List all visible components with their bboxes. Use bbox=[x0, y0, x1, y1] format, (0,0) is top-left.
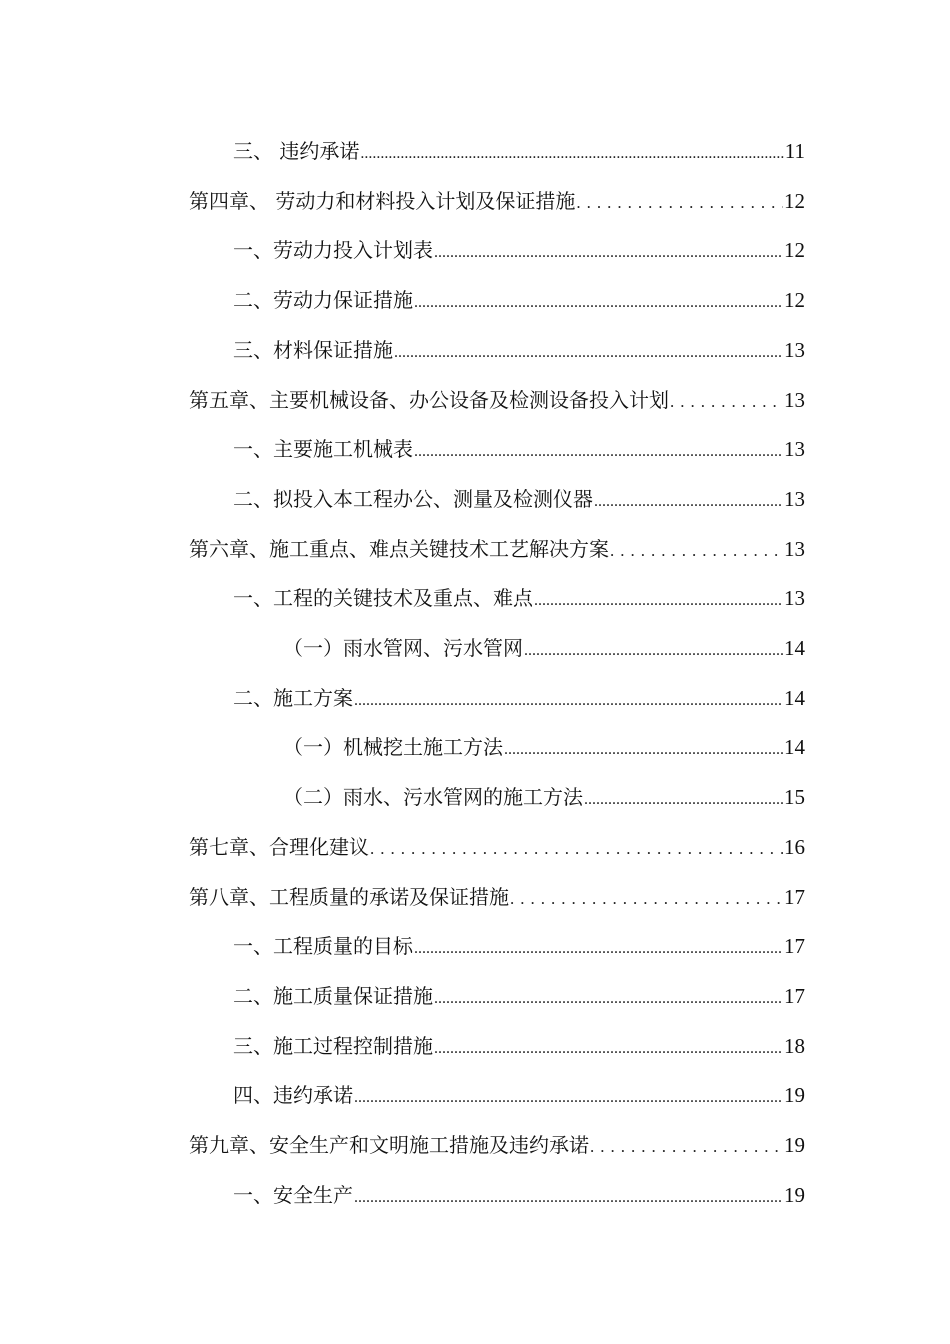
toc-page-number: 13 bbox=[784, 387, 805, 412]
toc-page-number: 13 bbox=[784, 486, 805, 511]
toc-entry-title: 第九章、安全生产和文明施工措施及违约承诺 bbox=[189, 1133, 589, 1157]
toc-entry-title: 三、材料保证措施 bbox=[233, 337, 393, 362]
toc-dot-leader bbox=[354, 1083, 783, 1113]
toc-dot-leader bbox=[594, 487, 783, 517]
toc-entry-title: （一）雨水管网、污水管网 bbox=[283, 636, 523, 660]
toc-dot-leader bbox=[610, 536, 783, 566]
toc-chapter-entry[interactable] bbox=[189, 1130, 805, 1160]
toc-entry-title: 第六章、施工重点、难点关键技术工艺解决方案 bbox=[189, 536, 609, 561]
toc-entry-title: 第四章、 劳动力和材料投入计划及保证措施 bbox=[189, 188, 576, 213]
toc-entry-title: 三、施工过程控制措施 bbox=[233, 1033, 433, 1058]
toc-page-number: 12 bbox=[784, 188, 805, 213]
toc-dot-leader bbox=[510, 884, 783, 914]
toc-entry-title: 一、主要施工机械表 bbox=[233, 437, 413, 462]
toc-page-number: 14 bbox=[784, 636, 805, 660]
toc-page-number: 12 bbox=[784, 288, 805, 313]
toc-entry-title: 一、安全生产 bbox=[233, 1182, 353, 1207]
toc-page-number: 19 bbox=[784, 1182, 805, 1207]
toc-entry-title: （二）雨水、污水管网的施工方法 bbox=[283, 785, 583, 810]
toc-section-entry[interactable] bbox=[283, 782, 805, 812]
toc-page-number: 11 bbox=[784, 139, 805, 163]
toc-section-entry[interactable] bbox=[233, 136, 805, 166]
toc-entry-title: 第五章、主要机械设备、办公设备及检测设备投入计划 bbox=[189, 387, 669, 412]
toc-section-entry[interactable] bbox=[233, 1180, 805, 1210]
toc-chapter-entry[interactable] bbox=[189, 534, 805, 564]
toc-dot-leader bbox=[434, 984, 783, 1014]
toc-dot-leader bbox=[394, 338, 783, 368]
toc-dot-leader bbox=[414, 437, 783, 467]
toc-page-number: 12 bbox=[784, 238, 805, 263]
toc-chapter-entry[interactable] bbox=[189, 832, 805, 862]
toc-dot-leader bbox=[414, 288, 783, 318]
toc-entry-title: 二、施工方案 bbox=[233, 685, 353, 710]
toc-section-entry[interactable] bbox=[283, 732, 805, 762]
toc-dot-leader bbox=[414, 934, 783, 964]
toc-page-number: 17 bbox=[784, 934, 805, 959]
toc-entry-title: （一）机械挖土施工方法 bbox=[283, 735, 503, 760]
toc-section-entry[interactable] bbox=[283, 633, 805, 663]
toc-section-entry[interactable] bbox=[233, 1080, 805, 1110]
toc-page-number: 13 bbox=[784, 536, 805, 561]
toc-section-entry[interactable] bbox=[233, 285, 805, 315]
toc-section-entry[interactable] bbox=[233, 981, 805, 1011]
toc-dot-leader bbox=[504, 735, 783, 765]
toc-dot-leader bbox=[534, 586, 783, 616]
toc-section-entry[interactable] bbox=[233, 235, 805, 265]
toc-section-entry[interactable] bbox=[233, 1031, 805, 1061]
toc-entry-title: 二、劳动力保证措施 bbox=[233, 288, 413, 313]
toc-dot-leader bbox=[434, 238, 783, 268]
toc-dot-leader bbox=[576, 188, 783, 218]
toc-section-entry[interactable] bbox=[233, 683, 805, 713]
toc-entry-title: 第八章、工程质量的承诺及保证措施 bbox=[189, 884, 509, 909]
toc-section-entry[interactable] bbox=[233, 434, 805, 464]
toc-page-number: 19 bbox=[784, 1083, 805, 1108]
toc-page-number: 17 bbox=[784, 983, 805, 1008]
toc-dot-leader bbox=[370, 834, 783, 864]
toc-entry-title: 一、工程的关键技术及重点、难点 bbox=[233, 586, 533, 611]
toc-page-number: 16 bbox=[784, 834, 805, 859]
toc-entry-title: 第七章、合理化建议 bbox=[189, 834, 369, 859]
toc-page-number: 13 bbox=[784, 437, 805, 462]
toc-page-number: 17 bbox=[784, 884, 805, 909]
toc-chapter-entry[interactable] bbox=[189, 882, 805, 912]
toc-page-number: 14 bbox=[784, 735, 805, 760]
toc-dot-leader bbox=[360, 139, 783, 169]
toc-entry-title: 一、劳动力投入计划表 bbox=[233, 238, 433, 263]
toc-dot-leader bbox=[590, 1132, 783, 1162]
toc-page-number: 15 bbox=[784, 785, 805, 810]
toc-entry-title: 二、拟投入本工程办公、测量及检测仪器 bbox=[233, 486, 593, 511]
toc-page-number: 13 bbox=[784, 337, 805, 362]
toc-chapter-entry[interactable] bbox=[189, 186, 805, 216]
toc-section-entry[interactable] bbox=[233, 484, 805, 514]
toc-dot-leader bbox=[524, 636, 783, 666]
toc-page-number: 18 bbox=[784, 1033, 805, 1058]
toc-section-entry[interactable] bbox=[233, 583, 805, 613]
toc-section-entry[interactable] bbox=[233, 335, 805, 365]
toc-page-number: 19 bbox=[784, 1133, 805, 1157]
toc-dot-leader bbox=[670, 387, 783, 417]
toc-entry-title: 四、违约承诺 bbox=[233, 1083, 353, 1108]
toc-entry-title: 二、施工质量保证措施 bbox=[233, 983, 433, 1008]
toc-entry-title: 三、 违约承诺 bbox=[233, 139, 360, 163]
toc-page-number: 13 bbox=[784, 586, 805, 611]
toc-chapter-entry[interactable] bbox=[189, 385, 805, 415]
toc-dot-leader bbox=[434, 1034, 783, 1064]
toc-dot-leader bbox=[584, 785, 783, 815]
toc-dot-leader bbox=[354, 686, 783, 716]
toc-section-entry[interactable] bbox=[233, 931, 805, 961]
toc-page-number: 14 bbox=[784, 685, 805, 710]
toc-dot-leader bbox=[354, 1183, 783, 1213]
toc-entry-title: 一、工程质量的目标 bbox=[233, 934, 413, 959]
